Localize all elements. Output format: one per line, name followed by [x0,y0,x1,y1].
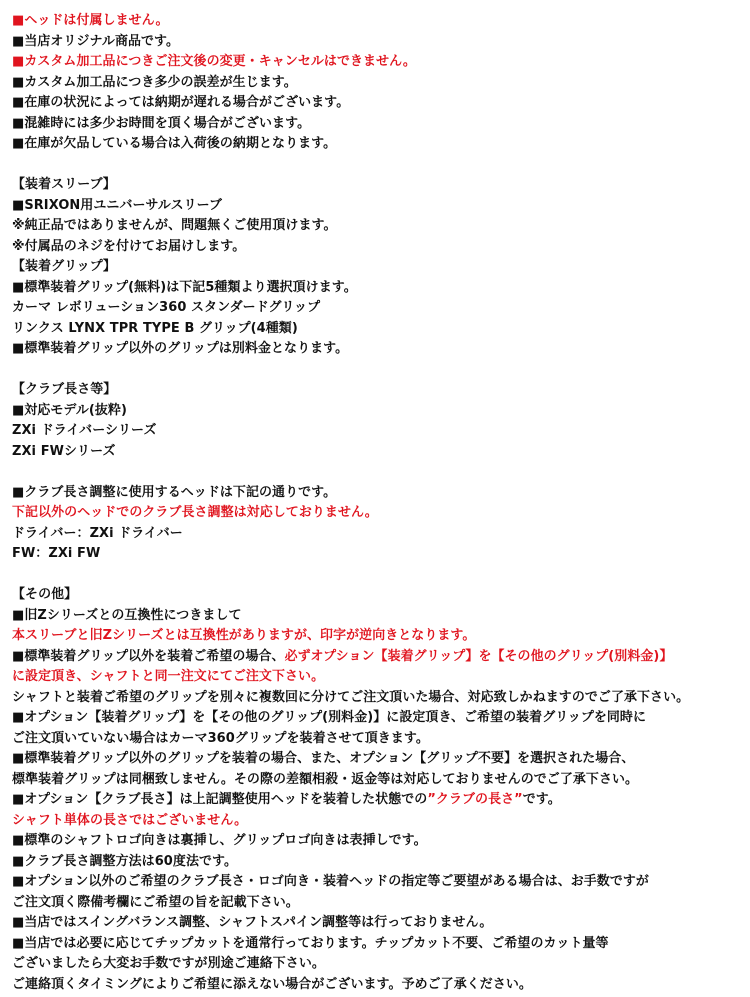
blank-line [12,462,750,483]
text-line: ■カスタム加工品につき多少の誤差が生じます。 [12,74,297,90]
text-line: ■当店オリジナル商品です。 [12,33,180,49]
text-line: ■クラブ長さ調整に使用するヘッドは下記の通りです。 [12,484,337,500]
text-line [12,790,750,811]
text-line: ZXi FWシリーズ [12,443,116,459]
text-line: ■混雑時には多少お時間を頂く場合がございます。 [12,115,311,131]
text-segment: です。 [522,792,561,807]
text-line: ご注文頂く際備考欄にご希望の旨を記載下さい。 [12,894,299,910]
text-line: ■当店ではスイングバランス調整、シャフトスパイン調整等は行っておりません。 [12,915,493,930]
text-line: ■オプション【装着グリップ】を【その他のグリップ(別料金)】に設定頂き、ご希望の装着グリップを同時に [12,710,647,725]
text-line: シャフトと装着ご希望のグリップを別々に複数回に分けてご注文頂いた場合、対応致しかねますのでご了承下さい。 [12,689,690,705]
text-line: ご連絡頂くタイミングによりご希望に添えない場合がございます。予めご了承ください。 [12,976,532,992]
text-line: に設定頂き、シャフトと同一注文にてご注文下さい。 [12,669,325,684]
text-line: ■在庫の状況によっては納期が遅れる場合がございます。 [12,95,350,110]
blank-line [12,360,750,381]
text-line: ※付属品のネジを付けてお届けします。 [12,238,246,254]
text-line: ■当店では必要に応じてチップカットを通常行っております。チップカット不要、ご希望のカット量等 [12,935,609,951]
text-line: ■クラブ長さ調整方法は60度法です。 [12,853,238,869]
text-line: ■標準装着グリップ以外のグリップを装着の場合、また、オプション【グリップ不要】を選択された場合、 [12,751,635,766]
text-line: ご注文頂いていない場合はカーマ360グリップを装着させて頂きます。 [12,730,429,746]
text-line: 【装着グリップ】 [12,259,116,274]
text-line: 下記以外のヘッドでのクラブ長さ調整は対応しておりません。 [12,505,378,520]
text-line: カーマ レボリューション360 スタンダードグリップ [12,300,321,315]
text-line: ■オプション以外のご希望のクラブ長さ・ロゴ向き・装着ヘッドの指定等ご要望がある場合は、お手数ですが [12,874,649,889]
text-segment: ■オプション【クラブ長さ】は上記調整使用ヘッドを装着した状態での [12,792,428,807]
text-line: ■対応モデル(抜粋) [12,402,127,418]
text-line: ZXi ドライバーシリーズ [12,423,157,438]
blank-line [12,155,750,176]
text-line: ドライバー：ZXi ドライバー [12,525,183,541]
text-line [12,647,750,668]
text-line: ■旧Zシリーズとの互換性につきまして [12,607,242,623]
text-line: 【クラブ長さ等】 [12,382,117,397]
text-line: ■ヘッドは付属しません。 [12,13,169,28]
text-line: 【装着スリーブ】 [12,177,116,192]
text-line: ■標準のシャフトロゴ向きは裏挿し、グリップロゴ向きは表挿しです。 [12,833,427,848]
text-line: ■在庫が欠品している場合は入荷後の納期となります。 [12,136,337,151]
text-line: リンクス LYNX TPR TYPE B グリップ(4種類) [12,320,298,336]
text-line: ※純正品ではありませんが、問題無くご使用頂けます。 [12,218,337,233]
text-line: ■SRIXON用ユニバーサルスリーブ [12,197,223,213]
text-line: ■カスタム加工品につきご注文後の変更・キャンセルはできません。 [12,54,416,69]
text-line: ■標準装着グリップ以外のグリップは別料金となります。 [12,341,349,356]
text-line: 標準装着グリップは同梱致しません。その際の差額相殺・返金等は対応しておりませんのでご了承下さい。 [12,771,639,787]
text-line: ■標準装着グリップ(無料)は下記5種類より選択頂けます。 [12,279,357,295]
text-line: FW：ZXi FW [12,546,101,561]
text-line: ございましたら大変お手数ですが別途ご連絡下さい。 [12,956,325,971]
text-line: 本スリーブと旧Zシリーズとは互換性がありますが、印字が逆向きとなります。 [12,628,476,643]
text-segment: 必ずオプション【装着グリップ】を【その他のグリップ(別料金)】 [284,648,673,664]
text-segment: ■標準装着グリップ以外を装着ご希望の場合、 [12,648,285,664]
text-segment: ”クラブの長さ” [427,792,523,807]
blank-line [12,565,750,586]
text-line: シャフト単体の長さではございません。 [12,812,248,828]
text-line: 【その他】 [12,587,78,602]
